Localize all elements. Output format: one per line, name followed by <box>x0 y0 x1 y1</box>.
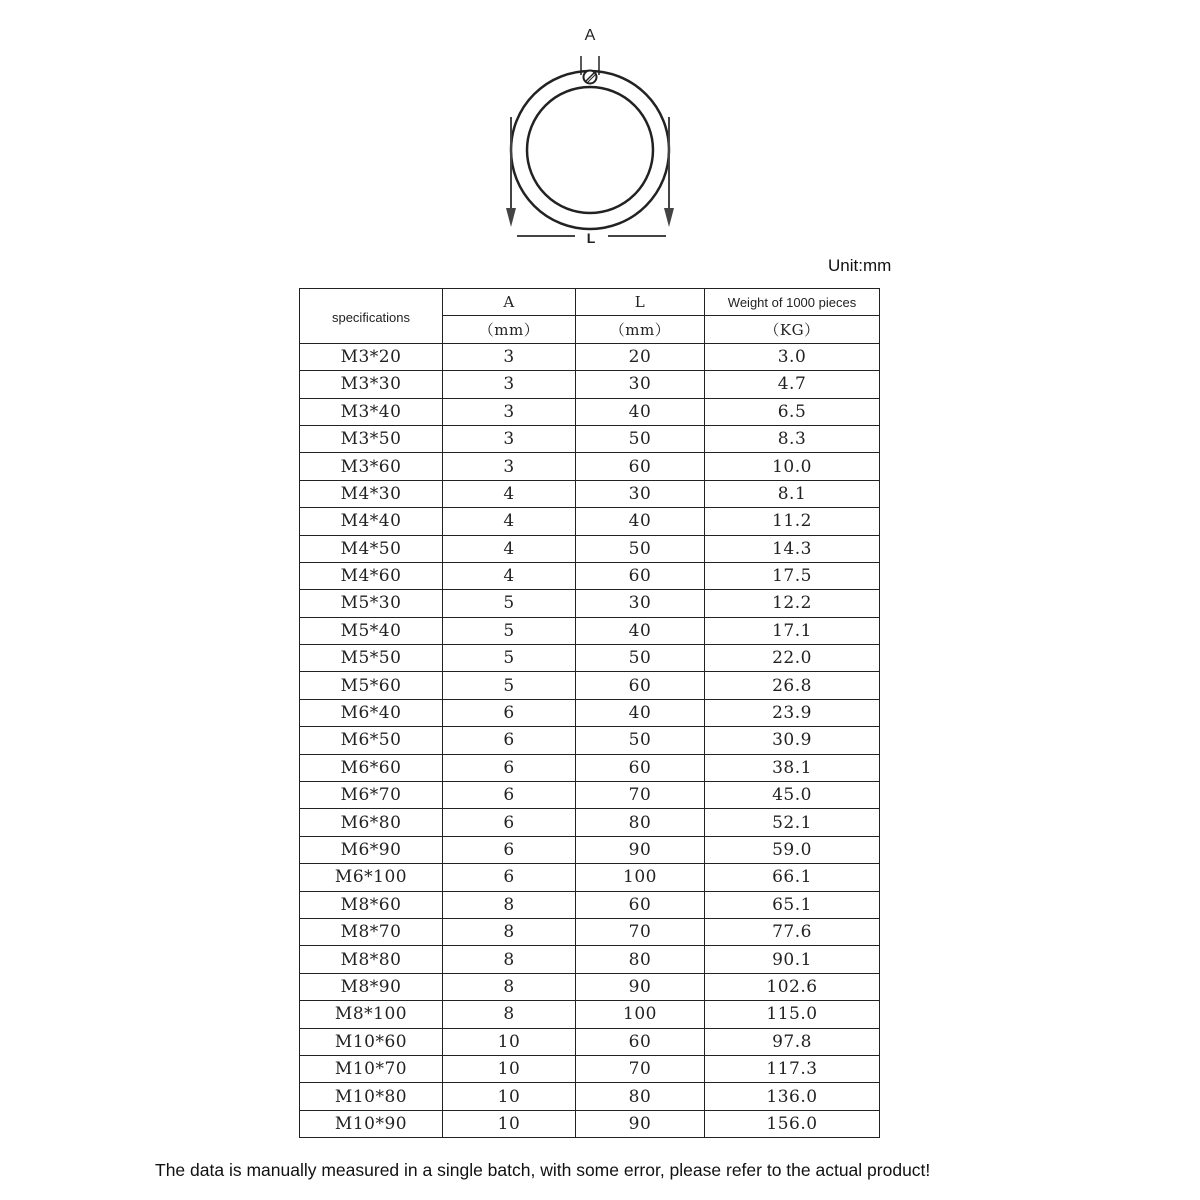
table-row <box>300 508 880 535</box>
cell-a: 8 <box>443 891 576 918</box>
table-row <box>300 727 880 754</box>
cell-weight: 8.3 <box>705 425 880 452</box>
cell-spec: M3*20 <box>300 343 443 370</box>
cell-spec: M4*40 <box>300 508 443 535</box>
cell-l: 50 <box>576 535 705 562</box>
cell-spec: M4*30 <box>300 480 443 507</box>
cell-spec: M10*90 <box>300 1110 443 1137</box>
table-row <box>300 343 880 370</box>
cell-l: 50 <box>576 425 705 452</box>
cell-weight: 102.6 <box>705 973 880 1000</box>
cell-weight: 8.1 <box>705 480 880 507</box>
ring-dimension-diagram <box>480 15 720 255</box>
cell-l: 30 <box>576 590 705 617</box>
cell-weight: 6.5 <box>705 398 880 425</box>
length-l-marker <box>511 117 669 236</box>
cell-l: 100 <box>576 1001 705 1028</box>
cell-weight: 17.1 <box>705 617 880 644</box>
cell-weight: 59.0 <box>705 836 880 863</box>
cell-a: 6 <box>443 699 576 726</box>
cell-l: 50 <box>576 727 705 754</box>
cell-spec: M10*80 <box>300 1083 443 1110</box>
cell-spec: M5*60 <box>300 672 443 699</box>
cell-weight: 117.3 <box>705 1055 880 1082</box>
cell-l: 90 <box>576 836 705 863</box>
table-row <box>300 918 880 945</box>
cell-l: 70 <box>576 918 705 945</box>
cell-l: 70 <box>576 1055 705 1082</box>
cell-l: 60 <box>576 562 705 589</box>
table-row <box>300 562 880 589</box>
cell-weight: 26.8 <box>705 672 880 699</box>
cell-a: 10 <box>443 1083 576 1110</box>
table-row <box>300 946 880 973</box>
cell-weight: 14.3 <box>705 535 880 562</box>
cell-spec: M6*40 <box>300 699 443 726</box>
cell-weight: 65.1 <box>705 891 880 918</box>
cell-a: 5 <box>443 645 576 672</box>
cell-l: 60 <box>576 754 705 781</box>
cell-l: 60 <box>576 1028 705 1055</box>
arrow-right-icon <box>664 208 674 227</box>
header-l: L <box>576 289 705 316</box>
ring-inner-edge <box>527 87 653 213</box>
cell-l: 80 <box>576 1083 705 1110</box>
cell-l: 40 <box>576 508 705 535</box>
cell-a: 4 <box>443 508 576 535</box>
cell-a: 10 <box>443 1055 576 1082</box>
cell-l: 100 <box>576 864 705 891</box>
cell-l: 30 <box>576 480 705 507</box>
cell-weight: 11.2 <box>705 508 880 535</box>
cell-spec: M6*60 <box>300 754 443 781</box>
cell-a: 6 <box>443 782 576 809</box>
cell-l: 80 <box>576 946 705 973</box>
arrow-left-icon <box>506 208 516 227</box>
unit-label: Unit:mm <box>828 256 892 275</box>
cell-a: 4 <box>443 480 576 507</box>
cell-l: 40 <box>576 617 705 644</box>
cell-spec: M8*90 <box>300 973 443 1000</box>
cell-a: 8 <box>443 946 576 973</box>
cell-l: 50 <box>576 645 705 672</box>
specification-table <box>299 288 880 1138</box>
cell-a: 3 <box>443 425 576 452</box>
cell-spec: M5*40 <box>300 617 443 644</box>
cell-weight: 12.2 <box>705 590 880 617</box>
cell-l: 30 <box>576 371 705 398</box>
header-a-unit: （mm） <box>443 316 576 343</box>
cell-spec: M3*40 <box>300 398 443 425</box>
cell-weight: 90.1 <box>705 946 880 973</box>
cell-weight: 3.0 <box>705 343 880 370</box>
table-row <box>300 590 880 617</box>
cell-spec: M8*70 <box>300 918 443 945</box>
cell-weight: 52.1 <box>705 809 880 836</box>
cell-spec: M3*50 <box>300 425 443 452</box>
header-weight: Weight of 1000 pieces <box>705 289 880 316</box>
ring-outer-edge <box>511 71 669 229</box>
cell-spec: M8*60 <box>300 891 443 918</box>
cell-a: 8 <box>443 1001 576 1028</box>
label-a: A <box>584 27 596 44</box>
table-row <box>300 371 880 398</box>
cell-l: 90 <box>576 973 705 1000</box>
cell-a: 4 <box>443 562 576 589</box>
table-row <box>300 754 880 781</box>
table-header-row <box>300 289 880 316</box>
cell-weight: 97.8 <box>705 1028 880 1055</box>
footnote-disclaimer: The data is manually measured in a single batch, with some error, please refer to the actual product! <box>155 1160 931 1180</box>
cell-a: 6 <box>443 754 576 781</box>
table-row <box>300 864 880 891</box>
cell-spec: M8*80 <box>300 946 443 973</box>
table-row <box>300 617 880 644</box>
table-row <box>300 425 880 452</box>
cell-l: 40 <box>576 398 705 425</box>
cell-weight: 30.9 <box>705 727 880 754</box>
table-row <box>300 836 880 863</box>
cell-spec: M6*100 <box>300 864 443 891</box>
cell-spec: M5*50 <box>300 645 443 672</box>
cell-spec: M4*60 <box>300 562 443 589</box>
header-specifications: specifications <box>300 289 443 344</box>
cell-a: 6 <box>443 864 576 891</box>
table-row <box>300 782 880 809</box>
table-row <box>300 645 880 672</box>
cell-a: 6 <box>443 836 576 863</box>
table-row <box>300 672 880 699</box>
cell-a: 4 <box>443 535 576 562</box>
cell-l: 70 <box>576 782 705 809</box>
cell-spec: M6*80 <box>300 809 443 836</box>
cell-a: 6 <box>443 727 576 754</box>
cell-l: 60 <box>576 672 705 699</box>
cell-weight: 23.9 <box>705 699 880 726</box>
cell-weight: 156.0 <box>705 1110 880 1137</box>
cell-l: 80 <box>576 809 705 836</box>
header-weight-unit: （KG） <box>705 316 880 343</box>
cell-spec: M8*100 <box>300 1001 443 1028</box>
table-row <box>300 1001 880 1028</box>
table-row <box>300 1083 880 1110</box>
table-row <box>300 699 880 726</box>
table-row <box>300 809 880 836</box>
cell-l: 40 <box>576 699 705 726</box>
table-row <box>300 480 880 507</box>
cell-weight: 115.0 <box>705 1001 880 1028</box>
cell-l: 60 <box>576 891 705 918</box>
cell-spec: M3*30 <box>300 371 443 398</box>
cell-spec: M5*30 <box>300 590 443 617</box>
table-row <box>300 891 880 918</box>
cell-a: 3 <box>443 371 576 398</box>
cell-weight: 38.1 <box>705 754 880 781</box>
header-l-unit: （mm） <box>576 316 705 343</box>
cell-l: 90 <box>576 1110 705 1137</box>
cell-weight: 22.0 <box>705 645 880 672</box>
table-row <box>300 535 880 562</box>
cell-weight: 45.0 <box>705 782 880 809</box>
table-row <box>300 453 880 480</box>
table-row <box>300 973 880 1000</box>
cell-a: 10 <box>443 1028 576 1055</box>
cell-a: 5 <box>443 590 576 617</box>
cell-spec: M10*70 <box>300 1055 443 1082</box>
cell-a: 6 <box>443 809 576 836</box>
header-a: A <box>443 289 576 316</box>
cell-a: 5 <box>443 672 576 699</box>
cell-a: 8 <box>443 973 576 1000</box>
cell-a: 5 <box>443 617 576 644</box>
cell-spec: M4*50 <box>300 535 443 562</box>
cell-weight: 4.7 <box>705 371 880 398</box>
cell-weight: 66.1 <box>705 864 880 891</box>
thickness-a-marker <box>581 56 599 84</box>
cell-a: 3 <box>443 398 576 425</box>
cell-spec: M3*60 <box>300 453 443 480</box>
cell-a: 8 <box>443 918 576 945</box>
table-row <box>300 398 880 425</box>
cell-a: 10 <box>443 1110 576 1137</box>
cell-weight: 77.6 <box>705 918 880 945</box>
cell-weight: 17.5 <box>705 562 880 589</box>
cell-l: 60 <box>576 453 705 480</box>
table-row <box>300 1110 880 1137</box>
label-l: L <box>586 230 596 246</box>
cell-spec: M6*50 <box>300 727 443 754</box>
cell-a: 3 <box>443 453 576 480</box>
cell-spec: M6*70 <box>300 782 443 809</box>
cell-weight: 10.0 <box>705 453 880 480</box>
cell-spec: M6*90 <box>300 836 443 863</box>
table-row <box>300 1055 880 1082</box>
cell-l: 20 <box>576 343 705 370</box>
cell-spec: M10*60 <box>300 1028 443 1055</box>
table-row <box>300 1028 880 1055</box>
cell-a: 3 <box>443 343 576 370</box>
cell-weight: 136.0 <box>705 1083 880 1110</box>
